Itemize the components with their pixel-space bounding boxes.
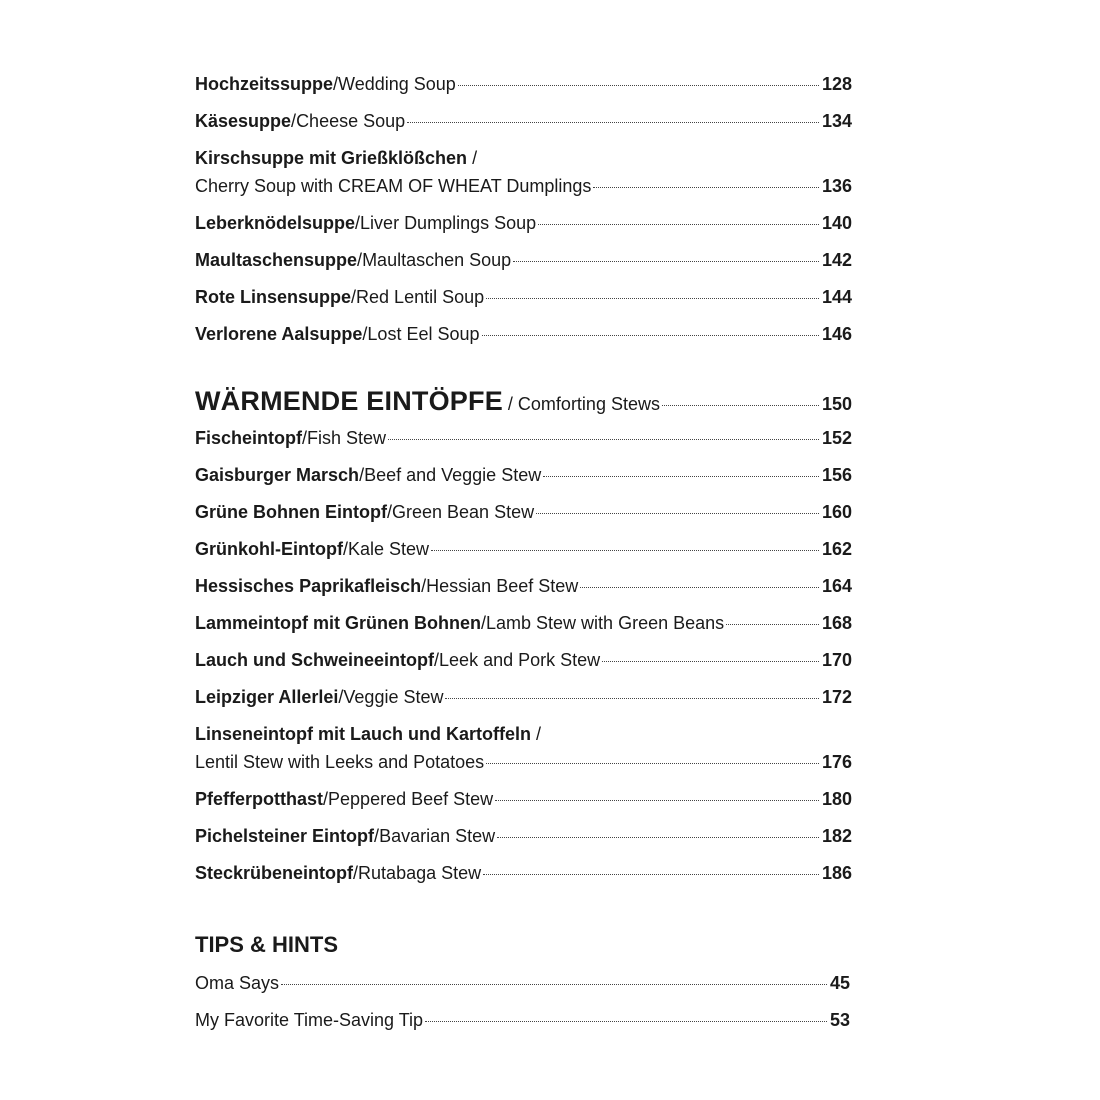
dot-leader <box>495 800 819 801</box>
english-title: Veggie Stew <box>343 687 444 707</box>
english-title: Leek and Pork Stew <box>439 650 601 670</box>
page-number: 160 <box>821 502 852 522</box>
separator: / <box>386 502 392 522</box>
toc-entry[interactable] <box>195 646 852 674</box>
german-title: Lauch und Schweineeintopf <box>195 650 435 670</box>
separator: / <box>374 826 380 846</box>
page-number: 136 <box>821 176 852 196</box>
page-number: 152 <box>821 428 852 448</box>
dot-leader <box>593 187 819 188</box>
english-title: Beef and Veggie Stew <box>364 465 542 485</box>
german-title: Fischeintopf <box>195 428 302 448</box>
toc-entry[interactable] <box>195 822 852 850</box>
dot-leader <box>486 763 819 764</box>
separator: / <box>342 539 348 559</box>
german-title: Hochzeitssuppe <box>195 74 334 94</box>
separator: / <box>359 465 365 485</box>
stews-list <box>195 424 852 887</box>
toc-entry[interactable] <box>195 320 852 348</box>
toc-entry[interactable] <box>195 535 852 563</box>
tip-title: My Favorite Time-Saving Tip <box>195 1010 424 1030</box>
german-title: Verlorene Aalsuppe <box>195 324 363 344</box>
page-number: 182 <box>821 826 852 846</box>
separator: / <box>421 576 427 596</box>
english-title: Bavarian Stew <box>379 826 496 846</box>
dot-leader <box>388 439 819 440</box>
page-number: 53 <box>829 1010 850 1030</box>
tips-entry[interactable] <box>195 1006 850 1034</box>
german-title: Grünkohl-Eintopf <box>195 539 343 559</box>
english-title: Cheese Soup <box>296 111 406 131</box>
toc-entry[interactable] <box>195 720 852 776</box>
separator: / <box>355 213 361 233</box>
german-title: Hessisches Paprikafleisch <box>195 576 422 596</box>
separator: / <box>434 650 440 670</box>
separator: / <box>531 724 542 744</box>
toc-entry[interactable] <box>195 683 852 711</box>
tips-entry[interactable] <box>195 969 850 997</box>
dot-leader <box>458 85 819 86</box>
separator: / <box>481 613 487 633</box>
dot-leader <box>281 984 827 985</box>
dot-leader <box>407 122 819 123</box>
soups-list <box>195 70 852 348</box>
dot-leader <box>662 405 819 406</box>
table-of-contents <box>195 70 852 1043</box>
toc-entry[interactable] <box>195 70 852 98</box>
german-title: Maultaschensuppe <box>195 250 358 270</box>
english-title: Hessian Beef Stew <box>426 576 579 596</box>
german-title: Käsesuppe <box>195 111 292 131</box>
page-number: 168 <box>821 613 852 633</box>
toc-entry[interactable] <box>195 461 852 489</box>
tips-section-heading: TIPS & HINTS <box>195 932 339 957</box>
dot-leader <box>513 261 819 262</box>
german-title: Gaisburger Marsch <box>195 465 360 485</box>
page-number: 186 <box>821 863 852 883</box>
separator: / <box>357 250 363 270</box>
page-number: 140 <box>821 213 852 233</box>
toc-entry[interactable] <box>195 609 852 637</box>
german-title: Leberknödelsuppe <box>195 213 356 233</box>
page-number: 150 <box>821 394 852 414</box>
page-number: 164 <box>821 576 852 596</box>
dot-leader <box>445 698 818 699</box>
dot-leader <box>543 476 819 477</box>
toc-entry[interactable] <box>195 107 852 135</box>
page-number: 144 <box>821 287 852 307</box>
stews-section-heading[interactable] <box>195 384 852 418</box>
page-number: 170 <box>821 650 852 670</box>
toc-entry[interactable] <box>195 424 852 452</box>
toc-entry[interactable] <box>195 144 852 200</box>
page-number: 128 <box>821 74 852 94</box>
page-number: 134 <box>821 111 852 131</box>
english-title: Lost Eel Soup <box>367 324 480 344</box>
section-subtitle-text: Comforting Stews <box>517 394 660 414</box>
dot-leader <box>497 837 819 838</box>
separator: / <box>323 789 329 809</box>
english-title: Kale Stew <box>348 539 430 559</box>
dot-leader <box>726 624 819 625</box>
german-title: Kirschsuppe mit Grießklößchen <box>195 148 468 168</box>
page-number: 162 <box>821 539 852 559</box>
english-title: Cherry Soup with CREAM OF WHEAT Dumplings <box>195 176 592 196</box>
dot-leader <box>602 661 819 662</box>
separator: / <box>351 287 357 307</box>
separator: / <box>362 324 368 344</box>
english-title: Maultaschen Soup <box>362 250 512 270</box>
separator: / <box>507 394 518 414</box>
toc-entry[interactable] <box>195 572 852 600</box>
dot-leader <box>483 874 819 875</box>
toc-entry[interactable] <box>195 859 852 887</box>
german-title: Pfefferpotthast <box>195 789 324 809</box>
toc-entry[interactable] <box>195 209 852 237</box>
page-number: 45 <box>829 973 850 993</box>
separator: / <box>302 428 308 448</box>
toc-entry[interactable] <box>195 785 852 813</box>
dot-leader <box>482 335 819 336</box>
german-title: Steckrübeneintopf <box>195 863 354 883</box>
page-number: 146 <box>821 324 852 344</box>
english-title: Red Lentil Soup <box>356 287 485 307</box>
english-title: Green Bean Stew <box>392 502 535 522</box>
dot-leader <box>425 1021 827 1022</box>
tips-list <box>195 969 850 1034</box>
separator: / <box>291 111 297 131</box>
german-title: Grüne Bohnen Eintopf <box>195 502 387 522</box>
page-number: 172 <box>821 687 852 707</box>
toc-entry[interactable] <box>195 498 852 526</box>
page-number: 142 <box>821 250 852 270</box>
separator: / <box>333 74 339 94</box>
section-subtitle <box>508 394 660 415</box>
german-title: Lammeintopf mit Grünen Bohnen <box>195 613 481 633</box>
separator: / <box>338 687 344 707</box>
page-number: 156 <box>821 465 852 485</box>
separator: / <box>353 863 359 883</box>
english-title: Liver Dumplings Soup <box>360 213 537 233</box>
tip-title: Oma Says <box>195 973 280 993</box>
english-title: Lamb Stew with Green Beans <box>486 613 725 633</box>
english-title: Peppered Beef Stew <box>328 789 494 809</box>
dot-leader <box>486 298 819 299</box>
english-title: Fish Stew <box>307 428 387 448</box>
german-title: Pichelsteiner Eintopf <box>195 826 375 846</box>
separator: / <box>467 148 478 168</box>
dot-leader <box>538 224 819 225</box>
english-title: Wedding Soup <box>338 74 456 94</box>
dot-leader <box>431 550 819 551</box>
dot-leader <box>580 587 819 588</box>
english-title: Rutabaga Stew <box>358 863 482 883</box>
entry-first-line <box>195 144 852 172</box>
section-title: WÄRMENDE EINTÖPFE <box>195 386 503 416</box>
dot-leader <box>536 513 819 514</box>
toc-entry[interactable] <box>195 283 852 311</box>
german-title: Linseneintopf mit Lauch und Kartoffeln <box>195 724 531 744</box>
page-number: 176 <box>821 752 852 772</box>
german-title: Leipziger Allerlei <box>195 687 339 707</box>
english-title: Lentil Stew with Leeks and Potatoes <box>195 752 485 772</box>
german-title: Rote Linsensuppe <box>195 287 352 307</box>
entry-first-line <box>195 720 852 748</box>
page-number: 180 <box>821 789 852 809</box>
toc-entry[interactable] <box>195 246 852 274</box>
